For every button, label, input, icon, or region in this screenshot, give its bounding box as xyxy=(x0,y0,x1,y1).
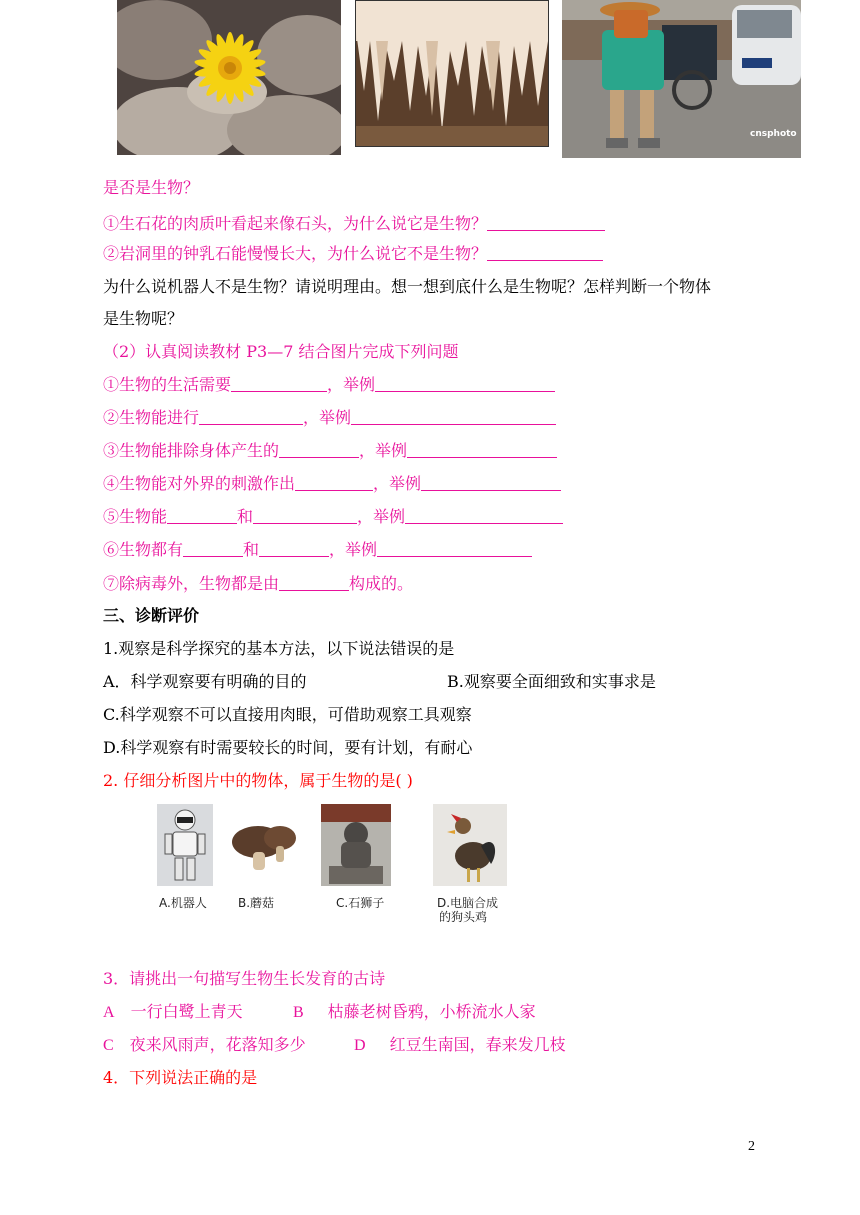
question-stone-flower: ①生石花的肉质叶看起来像石头，为什么说它是生物？ xyxy=(103,214,605,234)
trait-7: ⑦除病毒外，生物都是由 构成的。 xyxy=(103,574,414,593)
question-robot-line1: 为什么说机器人不是生物？请说明理由。想一想到底什么是生物呢？怎样判断一个物体 xyxy=(103,277,712,296)
q2-option-d-label-line2: 的狗头鸡 xyxy=(439,910,488,924)
q3-stem: 3．请挑出一句描写生物生长发育的古诗 xyxy=(103,969,386,988)
answer-blank[interactable] xyxy=(407,441,557,458)
trait-5: ⑤生物能 和 ，举例 xyxy=(103,507,563,527)
trait-4: ④生物能对外界的刺激作出 ，举例 xyxy=(103,474,561,494)
reading-task: （2）认真阅读教材 P3—7 结合图片完成下列问题 xyxy=(103,342,459,361)
q1-option-a: A．科学观察要有明确的目的 xyxy=(103,672,307,691)
stone-lion-icon xyxy=(321,804,395,886)
q1-option-d: D.科学观察有时需要较长的时间，要有计划，有耐心 xyxy=(103,738,473,757)
question-stalactite: ②岩洞里的钟乳石能慢慢长大，为什么说它不是生物？ xyxy=(103,244,603,264)
answer-blank[interactable] xyxy=(487,214,605,231)
q1-option-c: C.科学观察不可以直接用肉眼，可借助观察工具观察 xyxy=(103,705,472,724)
trait-6: ⑥生物都有 和 ，举例 xyxy=(103,540,532,560)
answer-blank[interactable] xyxy=(295,474,373,491)
q3-option-a: A 一行白鹭上青天 xyxy=(103,1002,243,1021)
answer-blank[interactable] xyxy=(279,574,349,591)
q2-option-a-label: A.机器人 xyxy=(159,896,207,910)
cnsphoto-watermark: cnsphoto xyxy=(750,129,797,139)
q3-option-c: C 夜来风雨声，花落知多少 xyxy=(103,1035,306,1054)
answer-blank[interactable] xyxy=(421,474,561,491)
stalactite-photo xyxy=(355,0,549,147)
answer-blank[interactable] xyxy=(487,244,603,261)
question-heading: 是否是生物？ xyxy=(103,178,200,197)
answer-blank[interactable] xyxy=(375,375,555,392)
robot-icon xyxy=(157,804,231,886)
answer-blank[interactable] xyxy=(377,540,532,557)
robot-photo xyxy=(562,0,801,158)
trait-3: ③生物能排除身体产生的 ，举例 xyxy=(103,441,557,461)
answer-blank[interactable] xyxy=(259,540,329,557)
q3-option-b: B 枯藤老树昏鸦，小桥流水人家 xyxy=(293,1002,536,1021)
answer-blank[interactable] xyxy=(405,507,563,524)
q3-option-d: D 红豆生南国，春来发几枝 xyxy=(354,1035,566,1054)
trait-2: ②生物能进行 ，举例 xyxy=(103,408,556,428)
answer-blank[interactable] xyxy=(231,375,327,392)
mushroom-icon xyxy=(228,818,302,900)
answer-blank[interactable] xyxy=(279,441,359,458)
rooster-icon xyxy=(433,804,507,886)
q2-stem: 2. 仔细分析图片中的物体，属于生物的是( ) xyxy=(103,771,413,790)
q1-option-b: B.观察要全面细致和实事求是 xyxy=(447,672,656,691)
answer-blank[interactable] xyxy=(351,408,556,425)
q1-stem: 1.观察是科学探究的基本方法，以下说法错误的是 xyxy=(103,639,455,658)
question-robot-line2: 是生物呢？ xyxy=(103,309,184,328)
trait-1: ①生物的生活需要 ，举例 xyxy=(103,375,555,395)
answer-blank[interactable] xyxy=(167,507,237,524)
answer-blank[interactable] xyxy=(199,408,303,425)
section3-title: 三、诊断评价 xyxy=(103,606,200,625)
q2-option-c-label: C.石狮子 xyxy=(336,896,385,910)
answer-blank[interactable] xyxy=(253,507,357,524)
answer-blank[interactable] xyxy=(183,540,243,557)
q4-stem: 4．下列说法正确的是 xyxy=(103,1068,258,1087)
q2-option-d-label: D.电脑合成 xyxy=(437,896,499,910)
page-number: 2 xyxy=(748,1139,755,1154)
q2-option-b-label: B.蘑菇 xyxy=(238,896,275,910)
stone-flower-photo xyxy=(117,0,341,155)
